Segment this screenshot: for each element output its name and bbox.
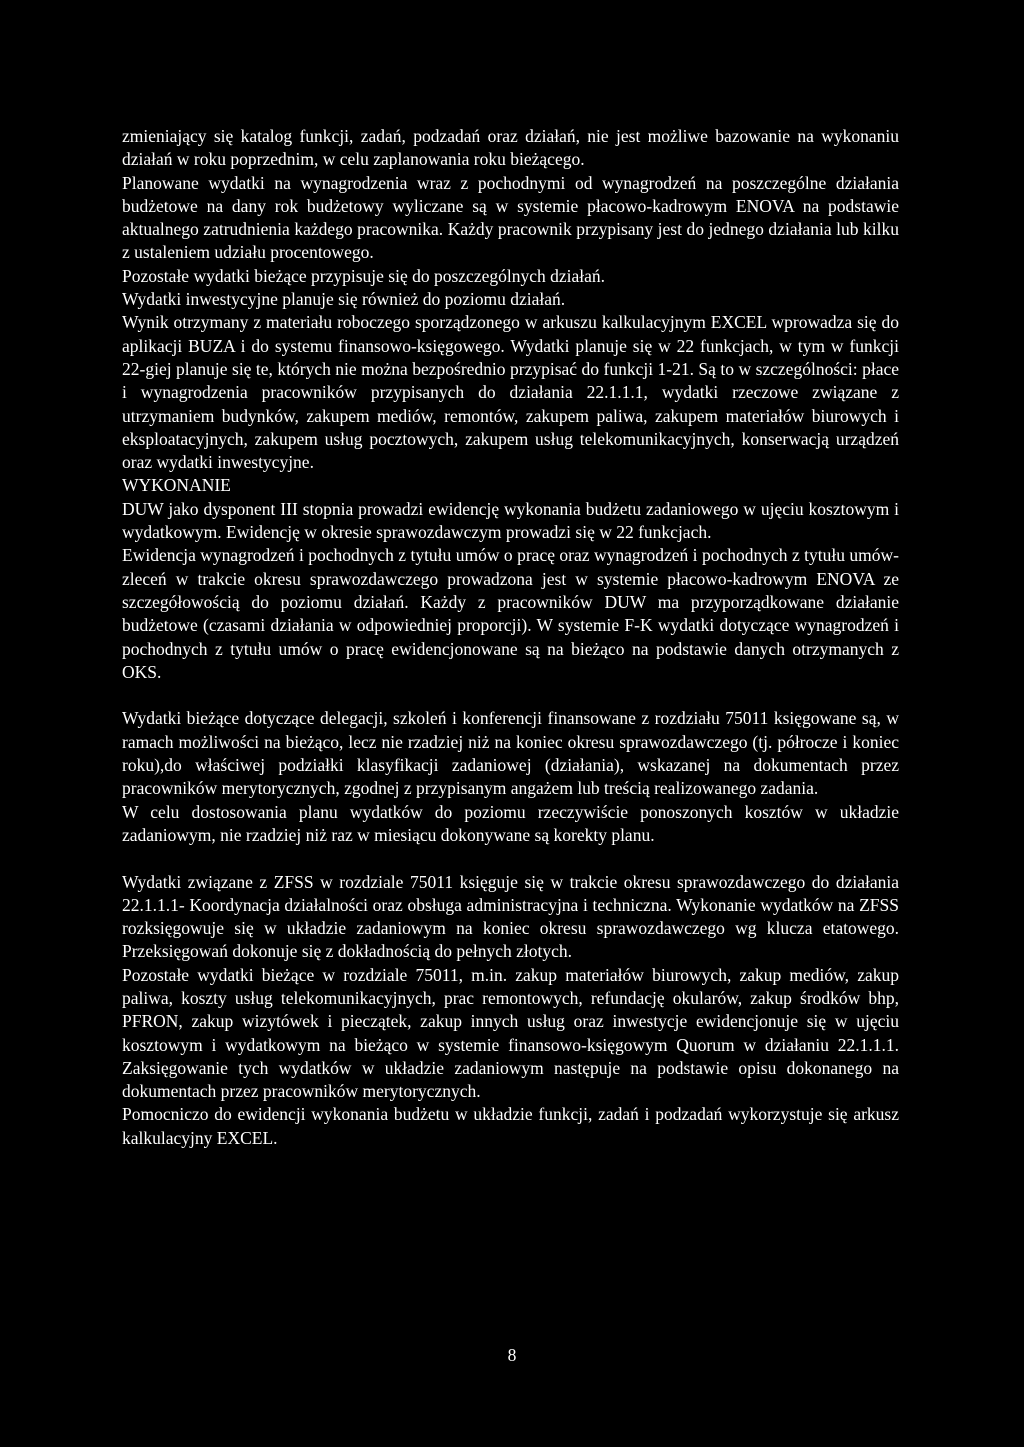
paragraph-excel-result: Wynik otrzymany z materiału roboczego sporządzonego w arkuszu kalkulacyjnym EXCEL wprowadza się do aplikacji BUZA i do systemu finansowo-księgowego. Wydatki planuje się w 22 funkcjach, w tym w funkcji 22-giej planuje się te, których nie można bezpośrednio przypisać do funkcji 1-21. Są to w szczególności: płace i wynagrodzenia pracowników przypisanych do działania 22.1.1.1, wydatki rzeczowe związane z utrzymaniem budynków, zakupem mediów, remontów, zakupem paliwa, zakupem materiałów biurowych i eksploatacyjnych, zakupem usług pocztowych, zakupem usług telekomunikacyjnych, konserwacją urządzeń oraz wydatki inwestycyjne. [122, 312, 899, 473]
document-body [122, 125, 899, 1150]
paragraph-other-expenses-75011: Pozostałe wydatki bieżące w rozdziale 75011, m.in. zakup materiałów biurowych, zakup mediów, zakup paliwa, koszty usług telekomunikacyjnych, prac remontowych, refundację okularów, zakup środków bhp, PFRON, zakup wizytówek i pieczątek, zakup innych usług oraz inwestycje ewidencjonuje się w ujęciu kosztowym i wydatkowym na bieżąco w systemie finansowo-księgowym Quorum w działaniu 22.1.1.1. Zaksięgowanie tych wydatków w układzie zadaniowym następuje na podstawie opisu dokonanego na dokumentach przez pracowników merytorycznych. [122, 964, 899, 1102]
paragraph-plan-corrections: W celu dostosowania planu wydatków do poziomu rzeczywiście ponoszonych kosztów w układzie zadaniowym, nie rzadziej niż raz w miesiącu dokonywane są korekty planu. [122, 801, 899, 845]
page-number: 8 [507, 1345, 517, 1365]
paragraph-delegation-expenses: Wydatki bieżące dotyczące delegacji, szkoleń i konferencji finansowane z rozdziału 75011 księgowane są, w ramach możliwości na bieżąco, lecz nie rzadziej niż na koniec okresu sprawozdawczego (tj. półrocze i koniec roku),do właściwej podziałki klasyfikacji zadaniowej (działania), wskazanej na dokumentach przez pracowników merytorycznych, zgodnej z przypisanym angażem lub treścią realizowanego zadania. [122, 708, 899, 799]
paragraph-investment-expenses: Wydatki inwestycyjne planuje się również do poziomu działań. [122, 289, 566, 310]
paragraph-auxiliary-excel: Pomocniczo do ewidencji wykonania budżetu w układzie funkcji, zadań i podzadań wykorzystuje się arkusz kalkulacyjny EXCEL. [122, 1104, 899, 1148]
paragraph-other-current-expenses: Pozostałe wydatki bieżące przypisuje się do poszczególnych działań. [122, 265, 606, 286]
paragraph-spacer [122, 847, 899, 870]
section-heading-wykonanie: WYKONANIE [122, 475, 231, 496]
paragraph-duw-records: DUW jako dysponent III stopnia prowadzi ewidencję wykonania budżetu zadaniowego w ujęciu kosztowym i wydatkowym. Ewidencję w okresie sprawozdawczym prowadzi się w 22 funkcjach. [122, 498, 899, 543]
paragraph-zfss-expenses: Wydatki związane z ZFSS w rozdziale 75011 księguje się w trakcie okresu sprawozdawczego do działania 22.1.1.1- Koordynacja działalności oraz obsługa administracyjna i techniczna. Wykonanie wydatków na ZFSS rozksięgowuje się w układzie zadaniowym na koniec okresu sprawozdawczego wg klucza etatowego. Przeksięgowań dokonuje się z dokładnością do pełnych złotych. [122, 871, 899, 962]
paragraph-catalog-note: zmieniający się katalog funkcji, zadań, podzadań oraz działań, nie jest możliwe bazowanie na wykonaniu działań w roku poprzednim, w celu zaplanowania roku bieżącego. [122, 126, 899, 170]
paragraph-salary-records: Ewidencja wynagrodzeń i pochodnych z tytułu umów o pracę oraz wynagrodzeń i pochodnych z tytułu umów-zleceń w trakcie okresu sprawozdawczego prowadzona jest w systemie płacowo-kadrowym ENOVA ze szczegółowością do poziomu działań. Każdy z pracowników DUW ma przyporządkowane działanie budżetowe (czasami działania w odpowiedniej proporcji). W systemie F-K wydatki dotyczące wynagrodzeń i pochodnych z tytułu umów o pracę ewidencjonowane są na bieżąco na podstawie danych otrzymanych z OKS. [122, 545, 899, 682]
paragraph-spacer [122, 684, 899, 707]
paragraph-planned-salaries: Planowane wydatki na wynagrodzenia wraz z pochodnymi od wynagrodzeń na poszczególne działania budżetowe na dany rok budżetowy wyliczane są w systemie płacowo-kadrowym ENOVA na podstawie aktualnego zatrudnienia każdego pracownika. Każdy pracownik przypisany jest do jednego działania lub kilku z ustaleniem udziału procentowego. [122, 172, 899, 263]
